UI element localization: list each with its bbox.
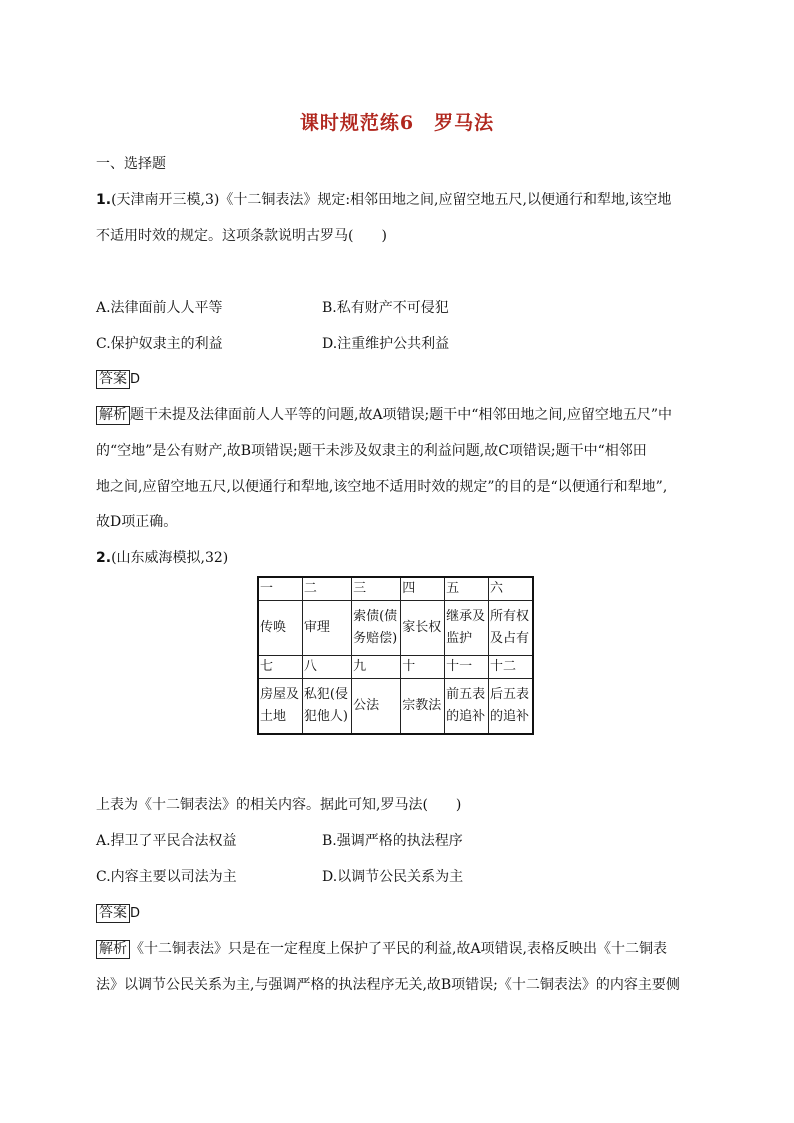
q1-analysis-tag: 解析 (96, 406, 130, 425)
table-cell: 三 (352, 577, 401, 601)
q1-answer-value: D (130, 372, 141, 387)
twelve-tables-grid (257, 576, 534, 735)
table-cell (401, 601, 445, 656)
table-cell (445, 601, 489, 656)
table-cell: 八 (302, 656, 351, 679)
cell-line: 土地 (260, 709, 287, 724)
table-cell: 十一 (445, 656, 489, 679)
section-heading: 一、选择题 (96, 156, 166, 172)
table-cell (489, 601, 533, 656)
table-cell (489, 679, 533, 735)
cell-line: 审理 (303, 620, 330, 635)
table-cell (302, 601, 351, 656)
cell-line: 后五表 (490, 687, 530, 702)
q1-answer-tag: 答案 (96, 370, 130, 389)
cell-line: 家长权 (402, 620, 442, 635)
cell-line: 宗教法 (402, 698, 442, 713)
q1-stem-text1: (天津南开三模,3)《十二铜表法》规定:相邻田地之间,应留空地五尺,以便通行和犁地,该空地 (111, 192, 672, 208)
page-title: 课时规范练6 罗马法 (299, 112, 495, 134)
cell-line: 的追补 (490, 709, 530, 724)
table-cell: 六 (489, 577, 533, 601)
table-cell (445, 679, 489, 735)
cell-line: 索债(债 (353, 609, 398, 624)
table-cell: 五 (445, 577, 489, 601)
table-cell (258, 601, 302, 656)
q2-answer-value: D (130, 906, 141, 921)
table-row (258, 656, 533, 679)
cell-line: 传唤 (260, 620, 287, 635)
table-cell (352, 601, 401, 656)
q2-source: (山东威海模拟,32) (111, 550, 229, 566)
cell-line: 房屋及 (260, 687, 300, 702)
table-cell (258, 679, 302, 735)
table-cell (302, 679, 351, 735)
q1-analysis-line2: 的“空地”是公有财产,故B项错误;题干未涉及奴隶主的利益问题,故C项错误;题干中“相邻田 (96, 443, 647, 459)
q2-analysis-line1 (96, 939, 667, 959)
cell-line: 私犯(侵 (303, 687, 348, 702)
q1-analysis-line4: 故D项正确。 (96, 514, 178, 530)
q1-option-b: B.私有财产不可侵犯 (322, 300, 449, 316)
q2-option-b: B.强调严格的执法程序 (322, 833, 463, 849)
cell-line: 前五表 (446, 687, 486, 702)
cell-line: 公法 (353, 698, 380, 713)
table-cell: 十二 (489, 656, 533, 679)
table-cell (352, 679, 401, 735)
table-row (258, 577, 533, 601)
q2-answer-row (96, 903, 140, 924)
q1-option-a: A.法律面前人人平等 (96, 300, 223, 316)
q2-number: 2. (96, 550, 112, 566)
q2-analysis-line2: 法》以调节公民关系为主,与强调严格的执法程序无关,故B项错误;《十二铜表法》的内容主要侧 (96, 977, 680, 993)
table-cell: 四 (401, 577, 445, 601)
cell-line: 务赔偿) (353, 631, 398, 646)
q2-option-a: A.捍卫了平民合法权益 (96, 833, 237, 849)
q2-source-line (96, 548, 228, 568)
table-row (258, 679, 533, 735)
q2-analysis-tag: 解析 (96, 940, 130, 959)
cell-line: 犯他人) (303, 709, 348, 724)
q1-analysis-text1: 题干未提及法律面前人人平等的问题,故A项错误;题干中“相邻田地之间,应留空地五尺”中 (130, 407, 673, 423)
q1-answer-row (96, 369, 140, 390)
table-cell: 九 (352, 656, 401, 679)
table-cell: 十 (401, 656, 445, 679)
q1-analysis-line1 (96, 405, 672, 425)
table-cell: 二 (302, 577, 351, 601)
table-cell: 一 (258, 577, 302, 601)
cell-line: 的追补 (446, 709, 486, 724)
q1-stem-line1 (96, 190, 671, 210)
q1-option-c: C.保护奴隶主的利益 (96, 336, 223, 352)
table-row (258, 601, 533, 656)
q1-option-d: D.注重维护公共利益 (322, 336, 450, 352)
q1-analysis-line3: 地之间,应留空地五尺,以便通行和犁地,该空地不适用时效的规定”的目的是“以便通行和犁地”, (96, 479, 668, 495)
table-cell: 七 (258, 656, 302, 679)
cell-line: 监护 (446, 631, 473, 646)
q2-analysis-text1: 《十二铜表法》只是在一定程度上保护了平民的利益,故A项错误,表格反映出《十二铜表 (130, 941, 668, 957)
q2-stem: 上表为《十二铜表法》的相关内容。据此可知,罗马法( ) (96, 797, 462, 813)
cell-line: 所有权 (490, 609, 530, 624)
q2-option-d: D.以调节公民关系为主 (322, 869, 464, 885)
q1-number: 1. (96, 192, 112, 208)
cell-line: 及占有 (490, 631, 530, 646)
cell-line: 继承及 (446, 609, 486, 624)
table-cell (401, 679, 445, 735)
q2-option-c: C.内容主要以司法为主 (96, 869, 237, 885)
q2-answer-tag: 答案 (96, 904, 130, 923)
q1-stem-line2: 不适用时效的规定。这项条款说明古罗马( ) (96, 228, 387, 244)
